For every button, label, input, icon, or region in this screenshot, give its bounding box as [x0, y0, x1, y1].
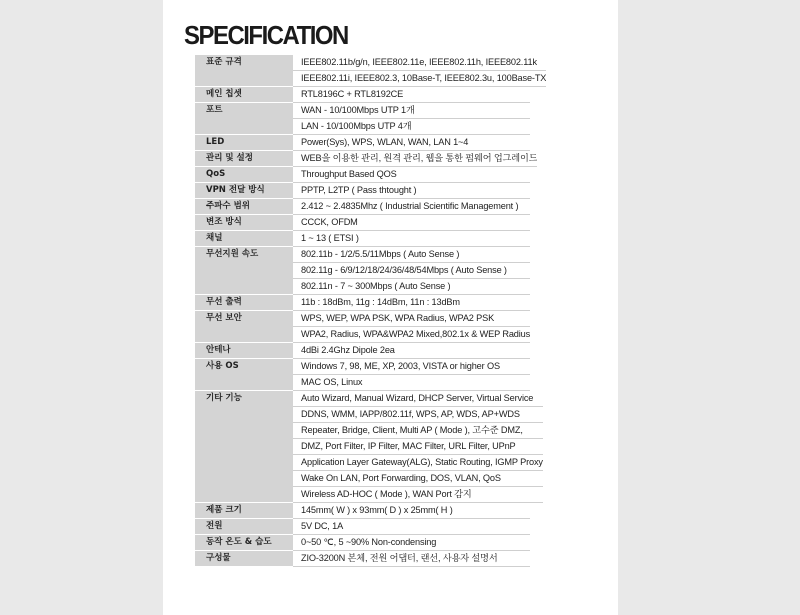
spec-row	[195, 551, 530, 567]
spec-values	[293, 151, 537, 167]
spec-value: DDNS, WMM, IAPP/802.11f, WPS, AP, WDS, AP+WDS	[293, 407, 543, 423]
spec-values	[293, 295, 530, 311]
spec-values	[293, 359, 530, 391]
spec-values	[293, 231, 530, 247]
spec-value: MAC OS, Linux	[293, 375, 530, 391]
spec-value: DMZ, Port Filter, IP Filter, MAC Filter, URL Filter, UPnP	[293, 439, 543, 455]
spec-label: 무선 출력	[195, 295, 293, 311]
spec-label: 구성물	[195, 551, 293, 567]
spec-values	[293, 503, 530, 519]
spec-label: 채널	[195, 231, 293, 247]
spec-label: 전원	[195, 519, 293, 535]
spec-value: 802.11n - 7 ~ 300Mbps ( Auto Sense )	[293, 279, 530, 295]
spec-value: 1 ~ 13 ( ETSI )	[293, 231, 530, 247]
spec-row	[195, 167, 530, 183]
spec-value: Windows 7, 98, ME, XP, 2003, VISTA or higher OS	[293, 359, 530, 375]
spec-value: IEEE802.11b/g/n, IEEE802.11e, IEEE802.11h, IEEE802.11k	[293, 55, 546, 71]
spec-label: 관리 및 설정	[195, 151, 293, 167]
spec-row	[195, 103, 530, 135]
spec-value: Throughput Based QOS	[293, 167, 530, 183]
spec-row	[195, 359, 530, 391]
spec-value: Wake On LAN, Port Forwarding, DOS, VLAN, QoS	[293, 471, 543, 487]
spec-values	[293, 103, 530, 135]
spec-table	[195, 55, 547, 567]
spec-label: QoS	[195, 167, 293, 183]
spec-row	[195, 311, 530, 343]
spec-values	[293, 535, 530, 551]
spec-label: 변조 방식	[195, 215, 293, 231]
spec-label: 무선 보안	[195, 311, 293, 343]
spec-row	[195, 183, 530, 199]
spec-row	[195, 215, 530, 231]
spec-values	[293, 183, 530, 199]
spec-values	[293, 55, 546, 87]
spec-label: 사용 OS	[195, 359, 293, 391]
spec-values	[293, 215, 530, 231]
spec-value: 802.11b - 1/2/5.5/11Mbps ( Auto Sense )	[293, 247, 530, 263]
spec-label: 포트	[195, 103, 293, 135]
spec-row	[195, 55, 547, 87]
spec-value: 145mm( W ) x 93mm( D ) x 25mm( H )	[293, 503, 530, 519]
spec-value: Application Layer Gateway(ALG), Static Routing, IGMP Proxy	[293, 455, 543, 471]
spec-row	[195, 343, 530, 359]
spec-value: WEB을 이용한 관리, 원격 관리, 웹을 통한 펌웨어 업그레이드	[293, 151, 537, 167]
spec-value: WAN - 10/100Mbps UTP 1개	[293, 103, 530, 119]
spec-value: Wireless AD-HOC ( Mode ), WAN Port 감지	[293, 487, 543, 503]
spec-label: 제품 크기	[195, 503, 293, 519]
spec-values	[293, 135, 530, 151]
spec-values	[293, 247, 530, 295]
spec-value: Repeater, Bridge, Client, Multi AP ( Mode ), 고수준 DMZ,	[293, 423, 543, 439]
spec-value: 2.412 ~ 2.4835Mhz ( Industrial Scientific Management )	[293, 199, 530, 215]
spec-value: 4dBi 2.4Ghz Dipole 2ea	[293, 343, 530, 359]
spec-label: LED	[195, 135, 293, 151]
spec-label: 메인 칩셋	[195, 87, 293, 103]
spec-values	[293, 519, 530, 535]
spec-values	[293, 87, 530, 103]
spec-value: ZIO-3200N 본체, 전원 어댑터, 랜선, 사용자 설명서	[293, 551, 530, 567]
spec-value: 0~50 ℃, 5 ~90% Non-condensing	[293, 535, 530, 551]
page-title: SPECIFICATION	[184, 20, 348, 50]
spec-values	[293, 391, 543, 503]
spec-value: Auto Wizard, Manual Wizard, DHCP Server, Virtual Service	[293, 391, 543, 407]
spec-values	[293, 167, 530, 183]
spec-row	[195, 247, 530, 295]
spec-row	[195, 199, 530, 215]
spec-row	[195, 151, 538, 167]
spec-values	[293, 551, 530, 567]
spec-row	[195, 503, 530, 519]
spec-label: 동작 온도 & 습도	[195, 535, 293, 551]
spec-label: 무선지원 속도	[195, 247, 293, 295]
spec-row	[195, 535, 530, 551]
spec-values	[293, 311, 530, 343]
spec-values	[293, 199, 530, 215]
spec-label: 표준 규격	[195, 55, 293, 87]
spec-value: WPS, WEP, WPA PSK, WPA Radius, WPA2 PSK	[293, 311, 530, 327]
spec-row	[195, 519, 530, 535]
spec-value: 802.11g - 6/9/12/18/24/36/48/54Mbps ( Auto Sense )	[293, 263, 530, 279]
spec-value: WPA2, Radius, WPA&WPA2 Mixed,802.1x & WEP Radius	[293, 327, 530, 343]
spec-value: 5V DC, 1A	[293, 519, 530, 535]
spec-value: Power(Sys), WPS, WLAN, WAN, LAN 1~4	[293, 135, 530, 151]
spec-label: 기타 기능	[195, 391, 293, 503]
spec-value: IEEE802.11i, IEEE802.3, 10Base-T, IEEE802.3u, 100Base-TX	[293, 71, 546, 87]
spec-value: RTL8196C + RTL8192CE	[293, 87, 530, 103]
spec-value: CCCK, OFDM	[293, 215, 530, 231]
spec-value: 11b : 18dBm, 11g : 14dBm, 11n : 13dBm	[293, 295, 530, 311]
spec-label: VPN 전달 방식	[195, 183, 293, 199]
spec-values	[293, 343, 530, 359]
spec-label: 안테나	[195, 343, 293, 359]
spec-value: PPTP, L2TP ( Pass thtought )	[293, 183, 530, 199]
spec-label: 주파수 범위	[195, 199, 293, 215]
spec-row	[195, 231, 530, 247]
spec-row	[195, 87, 530, 103]
spec-row	[195, 391, 543, 503]
spec-row	[195, 135, 530, 151]
spec-value: LAN - 10/100Mbps UTP 4개	[293, 119, 530, 135]
spec-row	[195, 295, 530, 311]
